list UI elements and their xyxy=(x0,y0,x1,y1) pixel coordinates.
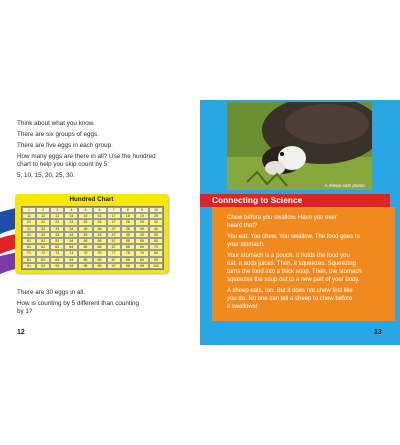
text-line: Your stomach is a pouch. It holds the food you xyxy=(227,253,350,259)
chart-number-cell: 95 xyxy=(78,263,92,269)
chart-number-cell: 33 xyxy=(50,226,64,232)
chart-number-cell: 25 xyxy=(78,219,92,225)
text-line: you do. No one can tell a sheep to chew before xyxy=(227,296,353,302)
chart-number-cell: 96 xyxy=(93,263,107,269)
chart-number-cell: 59 xyxy=(135,238,149,244)
chart-number-cell: 13 xyxy=(50,213,64,219)
chart-number-cell: 72 xyxy=(36,250,50,256)
text-line: it swallows! xyxy=(227,304,258,310)
chart-number-cell: 73 xyxy=(50,250,64,256)
connecting-banner xyxy=(200,194,390,207)
chart-header-cell: 2 xyxy=(36,207,50,213)
chart-number-cell: 48 xyxy=(121,232,135,238)
chart-number-cell: 38 xyxy=(121,226,135,232)
text-line: How many eggs are there in all? Use the hundred xyxy=(17,153,156,160)
book-spread xyxy=(0,100,400,345)
chart-number-cell: 16 xyxy=(93,213,107,219)
text-line: your stomach. xyxy=(227,242,265,248)
page-number-right: 13 xyxy=(374,329,382,336)
chart-number-cell: 15 xyxy=(78,213,92,219)
chart-number-cell: 18 xyxy=(121,213,135,219)
chart-number-cell: 99 xyxy=(135,263,149,269)
chart-number-cell: 86 xyxy=(93,257,107,263)
chart-number-cell: 84 xyxy=(64,257,78,263)
chart-number-cell: 98 xyxy=(121,263,135,269)
chart-number-cell: 55 xyxy=(78,238,92,244)
chart-number-cell: 49 xyxy=(135,232,149,238)
chart-number-cell: 39 xyxy=(135,226,149,232)
chart-number-cell: 37 xyxy=(107,226,121,232)
chart-number-cell: 40 xyxy=(149,226,163,232)
chart-header-cell: 10 xyxy=(149,207,163,213)
chart-number-cell: 47 xyxy=(107,232,121,238)
text-line: heard that? xyxy=(227,223,258,229)
chart-header-cell: 9 xyxy=(135,207,149,213)
chart-number-cell: 74 xyxy=(64,250,78,256)
chart-header-cell: 1 xyxy=(22,207,36,213)
text-line: There are five eggs in each group. xyxy=(17,142,113,149)
chart-header-cell: 5 xyxy=(78,207,92,213)
text-line: You eat. You chew. You swallow. The food goes to xyxy=(227,234,360,240)
chart-number-cell: 12 xyxy=(36,213,50,219)
chart-number-cell: 83 xyxy=(50,257,64,263)
chart-number-cell: 27 xyxy=(107,219,121,225)
chart-number-cell: 44 xyxy=(64,232,78,238)
chart-header-cell: 4 xyxy=(64,207,78,213)
chart-number-cell: 19 xyxy=(135,213,149,219)
chart-number-cell: 41 xyxy=(22,232,36,238)
chart-number-cell: 69 xyxy=(135,244,149,250)
text-line: turns the food into a thick soup. Then, the stomach xyxy=(227,269,362,275)
text-line: There are six groups of eggs. xyxy=(17,131,99,138)
text-line: How is counting by 5 different than counting xyxy=(17,300,140,307)
banner-title: Connecting to Science xyxy=(212,195,303,205)
chart-number-cell: 64 xyxy=(64,244,78,250)
chart-number-cell: 36 xyxy=(93,226,107,232)
chart-number-cell: 94 xyxy=(64,263,78,269)
chart-number-cell: 63 xyxy=(50,244,64,250)
chart-number-cell: 75 xyxy=(78,250,92,256)
chart-number-cell: 22 xyxy=(36,219,50,225)
text-line: by 1? xyxy=(17,308,33,315)
chart-number-cell: 87 xyxy=(107,257,121,263)
chart-number-cell: 89 xyxy=(135,257,149,263)
chart-number-cell: 61 xyxy=(22,244,36,250)
chart-number-cell: 26 xyxy=(93,219,107,225)
text-line: eat. It adds juices. Then, it squeezes. Squeezing xyxy=(227,261,356,267)
chart-number-cell: 17 xyxy=(107,213,121,219)
chart-number-cell: 20 xyxy=(149,213,163,219)
chart-header-cell: 6 xyxy=(93,207,107,213)
chart-number-cell: 29 xyxy=(135,219,149,225)
chart-header-cell: 8 xyxy=(121,207,135,213)
right-page xyxy=(200,100,400,345)
chart-number-cell: 78 xyxy=(121,250,135,256)
chart-number-cell: 76 xyxy=(93,250,107,256)
left-page xyxy=(0,100,200,345)
chart-number-cell: 11 xyxy=(22,213,36,219)
chart-number-cell: 34 xyxy=(64,226,78,232)
chart-number-cell: 79 xyxy=(135,250,149,256)
text-line: There are 30 eggs in all. xyxy=(17,289,85,296)
chart-number-cell: 58 xyxy=(121,238,135,244)
chart-number-cell: 91 xyxy=(22,263,36,269)
hundred-chart-title: Hundred Chart xyxy=(69,196,114,203)
text-line: A sheep eats, too. But it does not chew first like xyxy=(227,288,353,294)
chart-number-cell: 14 xyxy=(64,213,78,219)
chart-number-cell: 71 xyxy=(22,250,36,256)
chart-number-cell: 60 xyxy=(149,238,163,244)
chart-number-cell: 52 xyxy=(36,238,50,244)
chart-number-cell: 24 xyxy=(64,219,78,225)
chart-number-cell: 80 xyxy=(149,250,163,256)
sheep-photo xyxy=(227,102,372,190)
chart-number-cell: 65 xyxy=(78,244,92,250)
chart-number-cell: 67 xyxy=(107,244,121,250)
chart-number-cell: 68 xyxy=(121,244,135,250)
chart-header-cell: 3 xyxy=(50,207,64,213)
chart-number-cell: 46 xyxy=(93,232,107,238)
chart-number-cell: 28 xyxy=(121,219,135,225)
chart-header-cell: 7 xyxy=(107,207,121,213)
chart-number-cell: 90 xyxy=(149,257,163,263)
chart-number-cell: 54 xyxy=(64,238,78,244)
hundred-chart xyxy=(15,194,168,273)
chart-number-cell: 56 xyxy=(93,238,107,244)
chart-number-cell: 70 xyxy=(149,244,163,250)
chart-number-cell: 30 xyxy=(149,219,163,225)
chart-number-cell: 82 xyxy=(36,257,50,263)
chart-number-cell: 35 xyxy=(78,226,92,232)
text-line: Think about what you know. xyxy=(17,120,95,127)
sheep-image xyxy=(227,102,372,190)
chart-number-cell: 57 xyxy=(107,238,121,244)
chart-number-cell: 21 xyxy=(22,219,36,225)
chart-number-cell: 88 xyxy=(121,257,135,263)
chart-number-cell: 93 xyxy=(50,263,64,269)
chart-number-cell: 43 xyxy=(50,232,64,238)
chart-number-cell: 81 xyxy=(22,257,36,263)
chart-number-cell: 92 xyxy=(36,263,50,269)
text-line: Chew before you swallow. Have you ever xyxy=(227,215,337,221)
chart-number-cell: 45 xyxy=(78,232,92,238)
page-number-left: 12 xyxy=(17,329,25,336)
chart-number-cell: 51 xyxy=(22,238,36,244)
chart-number-cell: 100 xyxy=(149,263,163,269)
chart-number-cell: 62 xyxy=(36,244,50,250)
chart-number-cell: 42 xyxy=(36,232,50,238)
chart-number-cell: 85 xyxy=(78,257,92,263)
text-line: chart to help you skip count by 5: xyxy=(17,161,110,168)
chart-number-cell: 31 xyxy=(22,226,36,232)
hundred-chart-grid xyxy=(21,206,164,270)
chart-number-cell: 32 xyxy=(36,226,50,232)
chart-number-cell: 53 xyxy=(50,238,64,244)
text-line: squeezes the soup out to a new part of your body. xyxy=(227,277,360,283)
photo-caption: A sheep eats plants. xyxy=(324,183,366,188)
text-line: 5, 10, 15, 20, 25, 30. xyxy=(17,172,75,179)
chart-number-cell: 66 xyxy=(93,244,107,250)
chart-number-cell: 50 xyxy=(149,232,163,238)
chart-number-cell: 97 xyxy=(107,263,121,269)
chart-number-cell: 77 xyxy=(107,250,121,256)
chart-number-cell: 23 xyxy=(50,219,64,225)
